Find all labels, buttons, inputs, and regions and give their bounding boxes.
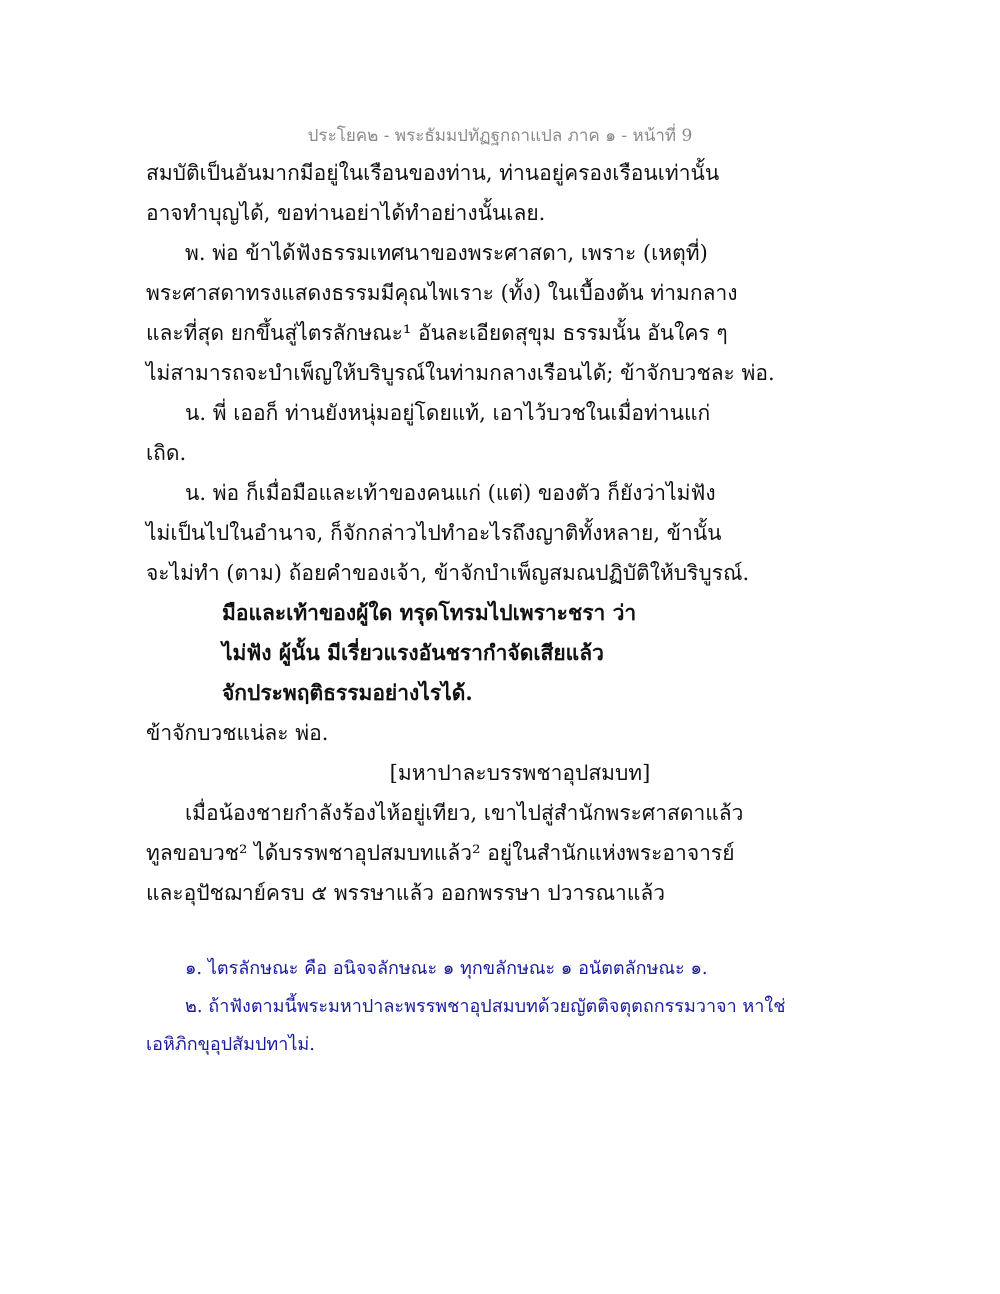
body-line: เถิด. xyxy=(146,441,187,465)
body-line: อาจทำบุญได้, ขอท่านอย่าได้ทำอย่างนั้นเลย. xyxy=(146,201,546,225)
body-line: พ. พ่อ ข้าได้ฟังธรรมเทศนาของพระศาสดา, เพราะ (เหตุที่) xyxy=(185,241,708,265)
body-line: น. พ่อ ก็เมื่อมือและเท้าของคนแก่ (แต่) ของตัว ก็ยังว่าไม่ฟัง xyxy=(185,481,716,505)
body-line: และที่สุด ยกขึ้นสู่ไตรลักษณะ¹ อันละเอียดสุขุม ธรรมนั้น อันใคร ๆ xyxy=(146,321,728,345)
verse-line: จักประพฤติธรรมอย่างไรได้. xyxy=(222,680,473,705)
verse-line: มือและเท้าของผู้ใด ทรุดโทรมไปเพราะชรา ว่า xyxy=(222,600,637,625)
body-line: สมบัติเป็นอันมากมีอยู่ในเรือนของท่าน, ท่านอยู่ครองเรือนเท่านั้น xyxy=(146,161,720,185)
verse-line: ไม่ฟัง ผู้นั้น มีเรี่ยวแรงอันชรากำจัดเสียแล้ว xyxy=(222,640,604,665)
footnote-2: ๒. ถ้าฟังตามนี้พระมหาปาละพรรพชาอุปสมบทด้วยญัตติจตุตถกรรมวาจา หาใช่ xyxy=(185,996,786,1017)
body-line: ทูลขอบวช² ได้บรรพชาอุปสมบทแล้ว² อยู่ในสำนักแห่งพระอาจารย์ xyxy=(146,841,735,865)
body-line: และอุปัชฌาย์ครบ ๕ พรรษาแล้ว ออกพรรษา ปวารณาแล้ว xyxy=(146,881,666,905)
body-line: ไม่เป็นไปในอำนาจ, ก็จักกล่าวไปทำอะไรถึงญาติทั้งหลาย, ข้านั้น xyxy=(146,521,722,545)
body-line: น. พี่ เออก็ ท่านยังหนุ่มอยู่โดยแท้, เอาไว้บวชในเมื่อท่านแก่ xyxy=(185,401,711,425)
running-head: ประโยค๒ - พระธัมมปทัฏฐกถาแปล ภาค ๑ - หน้าที่ 9 xyxy=(307,126,693,146)
footnote-2-continued: เอหิภิกขุอุปสัมปทาไม่. xyxy=(146,1034,316,1055)
body-line: พระศาสดาทรงแสดงธรรมมีคุณไพเราะ (ทั้ง) ในเบื้องต้น ท่ามกลาง xyxy=(146,281,738,305)
footnote-1: ๑. ไตรลักษณะ คือ อนิจจลักษณะ ๑ ทุกขลักษณะ ๑ อนัตตลักษณะ ๑. xyxy=(185,958,708,979)
section-heading: [มหาปาละบรรพชาอุปสมบท] xyxy=(389,761,651,785)
body-line: ข้าจักบวชแน่ละ พ่อ. xyxy=(146,721,329,745)
body-line: เมื่อน้องชายกำลังร้องไห้อยู่เทียว, เขาไปสู่สำนักพระศาสดาแล้ว xyxy=(185,801,744,825)
body-line: จะไม่ทำ (ตาม) ถ้อยคำของเจ้า, ข้าจักบำเพ็ญสมณปฏิบัติให้บริบูรณ์. xyxy=(146,561,750,585)
body-line: ไม่สามารถจะบำเพ็ญให้บริบูรณ์ในท่ามกลางเรือนได้; ข้าจักบวชละ พ่อ. xyxy=(146,361,775,385)
